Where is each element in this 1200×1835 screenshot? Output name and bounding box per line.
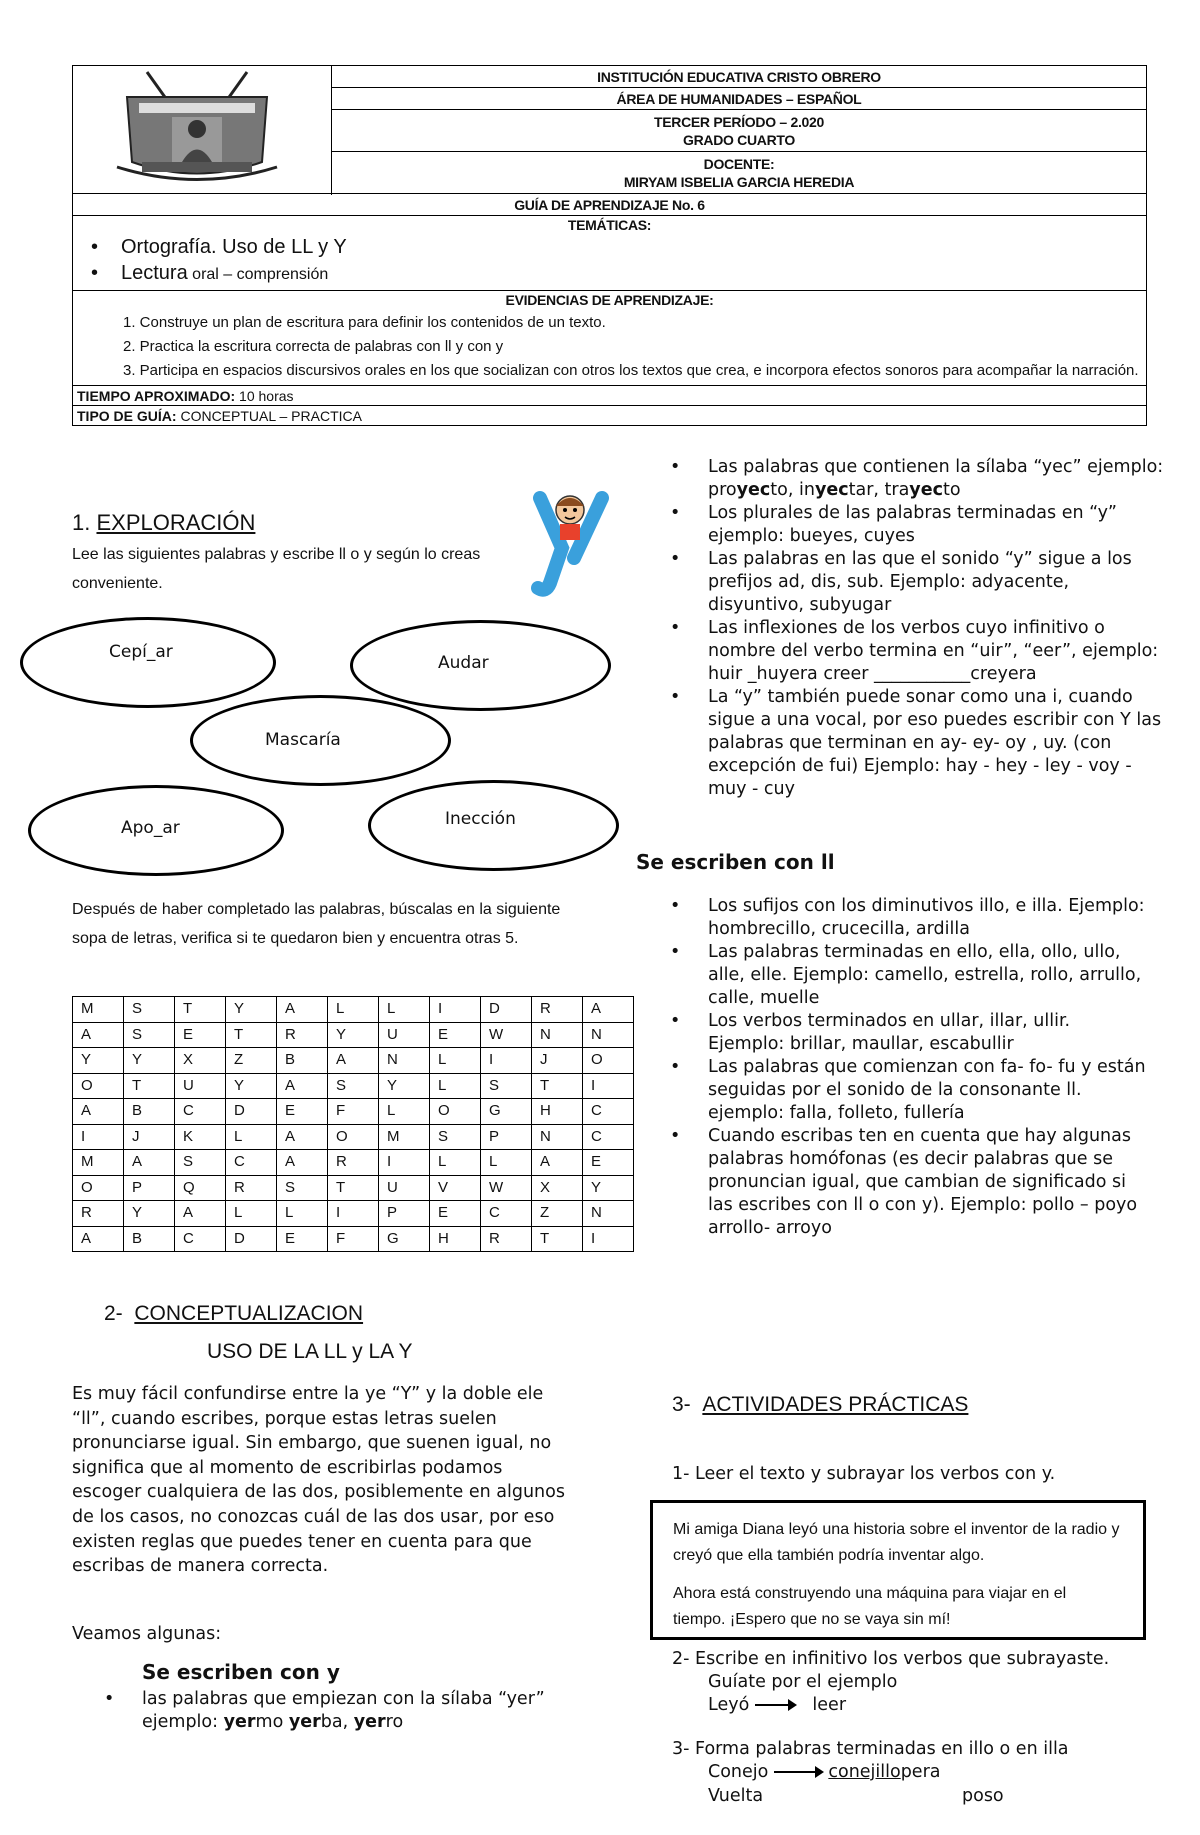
word-search-cell: C (175, 1099, 226, 1125)
themes-label: TEMÁTICAS: (567, 217, 652, 233)
activities-heading: 3- ACTIVIDADES PRÁCTICAS (672, 1393, 969, 1416)
word-bubble: Inección (368, 780, 619, 871)
word-search-cell: A (175, 1201, 226, 1227)
word-search-row (73, 1099, 634, 1125)
word-search-row (73, 1073, 634, 1099)
word-search-cell: P (379, 1201, 430, 1227)
word-search-cell: X (532, 1175, 583, 1201)
word-search-row (73, 1226, 634, 1252)
word-search-cell: T (226, 1022, 277, 1048)
grade: GRADO CUARTO (682, 131, 796, 148)
word-bubble: Mascaría (190, 695, 451, 786)
task3-word: Vuelta (708, 1786, 764, 1806)
word-search-cell: L (430, 1073, 481, 1099)
word-search-cell: C (481, 1201, 532, 1227)
word-search-cell: W (481, 1022, 532, 1048)
y-rule-item: • Las palabras en las que el sonido “y” sigue a los prefijos ad, dis, sub. Ejemplo: adyacente, disyuntivo, subyugar (670, 549, 1132, 615)
word-search-cell: Z (532, 1201, 583, 1227)
reading-paragraph: Ahora está construyendo una máquina para viajar en el tiempo. ¡Espero que no se vaya sin mí! (673, 1585, 1067, 1628)
period-grade (332, 110, 1147, 152)
ll-rule-item: • Cuando escribas ten en cuenta que hay algunas palabras homófonas (es decir palabras que se pronuncian igual, que cambian de significado si las escribes con ll o con y). Ejemplo: pollo – poyo arrollo- arroyo (670, 1126, 1138, 1238)
word-search-cell: Y (328, 1022, 379, 1048)
word-search-cell: G (379, 1226, 430, 1252)
word-search-row (73, 1022, 634, 1048)
word-search-cell: S (481, 1073, 532, 1099)
word-search-cell: T (124, 1073, 175, 1099)
word-search-cell: E (430, 1022, 481, 1048)
word-search-cell: I (73, 1124, 124, 1150)
word-search-cell: U (175, 1073, 226, 1099)
word-search-cell: R (277, 1022, 328, 1048)
teacher-cell (332, 152, 1147, 194)
ll-rule-item: • Las palabras que comienzan con fa- fo- fu y están seguidas por el sonido de la consonante ll. ejemplo: falla, folleto, fullería (670, 1057, 1146, 1123)
task2-example: Leyó leer (708, 1695, 847, 1715)
word-search-cell: N (583, 1022, 634, 1048)
word-search-cell: A (277, 1073, 328, 1099)
word-search-cell: C (175, 1226, 226, 1252)
word-search-cell: Y (124, 1201, 175, 1227)
word-search-cell: A (73, 1226, 124, 1252)
word-search-cell: G (481, 1099, 532, 1125)
ll-rules-list (670, 895, 1150, 1240)
word-search-cell: M (379, 1124, 430, 1150)
word-search-cell: T (328, 1175, 379, 1201)
word-search-cell: R (481, 1226, 532, 1252)
reading-paragraph: Mi amiga Diana leyó una historia sobre el inventor de la radio y creyó que ella también podría inventar algo. (673, 1521, 1120, 1564)
word-search-cell: R (73, 1201, 124, 1227)
word-search-cell: S (124, 1022, 175, 1048)
word-search-cell: E (430, 1201, 481, 1227)
word-search-cell: Y (226, 997, 277, 1023)
word-search-cell: X (175, 1048, 226, 1074)
ll-rule-item: • Los sufijos con los diminutivos illo, e illa. Ejemplo: hombrecillo, crucecilla, ardilla (670, 896, 1145, 939)
y-rule-item: • Las palabras que contienen la sílaba “yec” ejemplo: proyecto, inyectar, trayecto (670, 457, 1164, 500)
word-search-cell: E (175, 1022, 226, 1048)
word-search-cell: S (430, 1124, 481, 1150)
concept-paragraph: Es muy fácil confundirse entre la ye “Y” y la doble ele “ll”, cuando escribes, porque estas letras suelen pronunciarse igual. Sin embargo, que suenen igual, no significa que al momento de escribirlas podamos escoger cualquiera de las dos, posiblemente en algunos de los casos, no conozcas cuál de las dos usar, por eso existen reglas que puedes tener en cuenta para que escribas de manera correcta. (72, 1384, 565, 1577)
time-cell: TIEMPO APROXIMADO: 10 horas (73, 386, 1147, 406)
word-search-cell: I (430, 997, 481, 1023)
word-search-cell: S (124, 997, 175, 1023)
word-search-cell: T (175, 997, 226, 1023)
exploration-heading: 1. EXPLORACIÓN (72, 510, 256, 535)
word-search-cell: L (277, 1201, 328, 1227)
evidence-item: 3. Participa en espacios discursivos orales en los que socializan con otros los textos que crea, e incorpora efectos sonoros para acompañar la narración. (123, 362, 1139, 379)
reading-text-box (650, 1500, 1146, 1640)
task3-word: poso (962, 1786, 1004, 1806)
ll-rule-item: • Las palabras terminadas en ello, ella, ollo, ullo, alle, elle. Ejemplo: camello, estrella, rollo, arrullo, calle, muelle (670, 942, 1142, 1008)
evidence-cell (73, 291, 1147, 386)
word-search-cell: L (226, 1201, 277, 1227)
word-search-cell: T (532, 1226, 583, 1252)
word-search-cell: N (532, 1022, 583, 1048)
word-search-cell: O (328, 1124, 379, 1150)
activity-task-2: 2- Escribe en infinitivo los verbos que subrayaste. Guíate por el ejemplo (672, 1649, 1110, 1692)
word-bubble: Audar (350, 620, 611, 711)
word-search-cell: A (532, 1150, 583, 1176)
header-table (72, 65, 1147, 426)
arrow-right-icon (774, 1771, 822, 1773)
teacher-label: DOCENTE: (703, 155, 775, 172)
word-search-cell: Q (175, 1175, 226, 1201)
word-search-cell: W (481, 1175, 532, 1201)
word-search-cell: A (73, 1022, 124, 1048)
word-search-row (73, 1201, 634, 1227)
evidence-list (77, 311, 1142, 383)
word-search-cell: E (583, 1150, 634, 1176)
word-search-cell: B (124, 1226, 175, 1252)
word-search-cell: A (583, 997, 634, 1023)
word-search-cell: C (583, 1124, 634, 1150)
word-search-cell: A (73, 1099, 124, 1125)
guide-title: GUÍA DE APRENDIZAJE No. 6 (73, 194, 1147, 216)
y-heading: Se escriben con y (142, 1660, 340, 1684)
word-search-cell: N (532, 1124, 583, 1150)
word-search-cell: I (328, 1201, 379, 1227)
word-search-cell: B (124, 1099, 175, 1125)
word-search-cell: E (277, 1226, 328, 1252)
teacher-name: MIRYAM ISBELIA GARCIA HEREDIA (623, 173, 855, 190)
evidence-item: 2. Practica la escritura correcta de palabras con ll y con y (123, 338, 504, 355)
word-search-cell: I (481, 1048, 532, 1074)
word-search-cell: O (73, 1175, 124, 1201)
y-first-rule-list (104, 1688, 574, 1734)
word-search-cell: S (175, 1150, 226, 1176)
word-search-cell: L (430, 1150, 481, 1176)
word-search-cell: P (481, 1124, 532, 1150)
word-search-row (73, 1150, 634, 1176)
word-search-cell: F (328, 1099, 379, 1125)
word-search-row (73, 997, 634, 1023)
school-crest-icon (77, 67, 317, 189)
y-rule-item: • Los plurales de las palabras terminadas en “y” ejemplo: bueyes, cuyes (670, 503, 1117, 546)
word-search-cell: M (73, 1150, 124, 1176)
evidence-item: 1. Construye un plan de escritura para definir los contenidos de un texto. (123, 314, 606, 331)
activity-task-1: 1- Leer el texto y subrayar los verbos con y. (672, 1464, 1056, 1484)
word-search-cell: P (124, 1175, 175, 1201)
word-search-cell: R (532, 997, 583, 1023)
themes-cell (73, 216, 1147, 291)
word-search-cell: D (226, 1099, 277, 1125)
letter-y-mascot-icon (530, 488, 612, 598)
y-rule-item: • Las inflexiones de los verbos cuyo infinitivo o nombre del verbo termina en “uir”, “eer”, ejemplo: huir _huyera creer ___________creyera (670, 618, 1159, 684)
exploration-after-text: Después de haber completado las palabras, búscalas en la siguiente sopa de letras, verifica si te quedaron bien y encuentra otras 5. (72, 901, 561, 947)
word-search-cell: J (532, 1048, 583, 1074)
word-search-cell: E (277, 1099, 328, 1125)
ll-heading: Se escriben con ll (636, 850, 835, 874)
word-search-cell: R (226, 1175, 277, 1201)
word-search-cell: S (277, 1175, 328, 1201)
period: TERCER PERÍODO – 2.020 (653, 113, 824, 130)
word-search-cell: B (277, 1048, 328, 1074)
y-rules-list (670, 456, 1170, 801)
word-search-cell: L (328, 997, 379, 1023)
arrow-right-icon (755, 1704, 795, 1706)
y-rule-item: • La “y” también puede sonar como una i, cuando sigue a una vocal, por eso puedes escribir con Y las palabras que terminan en ay- ey- oy , uy. (con excepción de fui) Ejemplo: hay - hey - ley - voy - muy - cuy (670, 687, 1162, 799)
word-search-cell: F (328, 1226, 379, 1252)
word-search-cell: A (277, 1124, 328, 1150)
word-search-cell: O (430, 1099, 481, 1125)
word-search-cell: A (277, 1150, 328, 1176)
word-search-cell: L (379, 1099, 430, 1125)
word-search-cell: Y (583, 1175, 634, 1201)
word-search-cell: A (277, 997, 328, 1023)
word-search-cell: Y (124, 1048, 175, 1074)
ll-rule-item: • Los verbos terminados en ullar, illar, ullir. Ejemplo: brillar, maullar, escabullir (670, 1011, 1071, 1054)
exploration-instruction: Lee las siguientes palabras y escribe ll o y según lo creas conveniente. (72, 546, 481, 592)
word-search-cell: I (379, 1150, 430, 1176)
concept-intro: Veamos algunas: (72, 1624, 222, 1644)
word-search-cell: L (379, 997, 430, 1023)
word-search-cell: A (328, 1048, 379, 1074)
word-search-cell: V (430, 1175, 481, 1201)
word-search-cell: U (379, 1022, 430, 1048)
word-search-cell: L (226, 1124, 277, 1150)
word-search-row (73, 1048, 634, 1074)
word-search-cell: Z (226, 1048, 277, 1074)
word-search-cell: O (583, 1048, 634, 1074)
word-search-row (73, 1175, 634, 1201)
evidence-label: EVIDENCIAS DE APRENDIZAJE: (505, 292, 714, 308)
word-search-cell: C (226, 1150, 277, 1176)
word-search-cell: J (124, 1124, 175, 1150)
word-search-cell: Y (379, 1073, 430, 1099)
word-search-cell: L (481, 1150, 532, 1176)
word-search-cell: K (175, 1124, 226, 1150)
concept-heading: 2- CONCEPTUALIZACION (104, 1302, 364, 1325)
theme-item: • Lectura oral – comprensión (91, 262, 329, 284)
y-rule-item: • las palabras que empiezan con la sílaba “yer” ejemplo: yermo yerba, yerro (104, 1689, 545, 1732)
word-search-cell: A (124, 1150, 175, 1176)
type-cell: TIPO DE GUÍA: CONCEPTUAL – PRACTICA (73, 406, 1147, 426)
word-search-grid (72, 996, 634, 1252)
word-search-cell: M (73, 997, 124, 1023)
word-search-row (73, 1124, 634, 1150)
theme-item: • Ortografía. Uso de LL y Y (91, 236, 347, 258)
concept-subtitle: USO DE LA LL y LA Y (207, 1340, 413, 1363)
school-logo-cell (73, 66, 332, 194)
word-search-cell: N (583, 1201, 634, 1227)
word-search-cell: L (430, 1048, 481, 1074)
word-search-cell: D (226, 1226, 277, 1252)
word-search-cell: R (328, 1150, 379, 1176)
institution-name: INSTITUCIÓN EDUCATIVA CRISTO OBRERO (332, 66, 1147, 88)
word-search-cell: D (481, 997, 532, 1023)
word-search-cell: C (583, 1099, 634, 1125)
word-search-cell: N (379, 1048, 430, 1074)
word-bubble: Apo_ar (28, 785, 284, 876)
word-search-cell: Y (73, 1048, 124, 1074)
word-search-cell: S (328, 1073, 379, 1099)
word-search-cell: I (583, 1226, 634, 1252)
word-search-cell: U (379, 1175, 430, 1201)
word-search-cell: Y (226, 1073, 277, 1099)
activity-task-3: 3- Forma palabras terminadas en illo o en illa Conejo conejillopera (672, 1739, 1069, 1782)
word-search-cell: H (430, 1226, 481, 1252)
word-search-cell: O (73, 1073, 124, 1099)
word-search-cell: T (532, 1073, 583, 1099)
area-name: ÁREA DE HUMANIDADES – ESPAÑOL (332, 88, 1147, 110)
word-search-cell: I (583, 1073, 634, 1099)
word-search-cell: H (532, 1099, 583, 1125)
word-bubble: Cepí_ar (20, 617, 276, 708)
